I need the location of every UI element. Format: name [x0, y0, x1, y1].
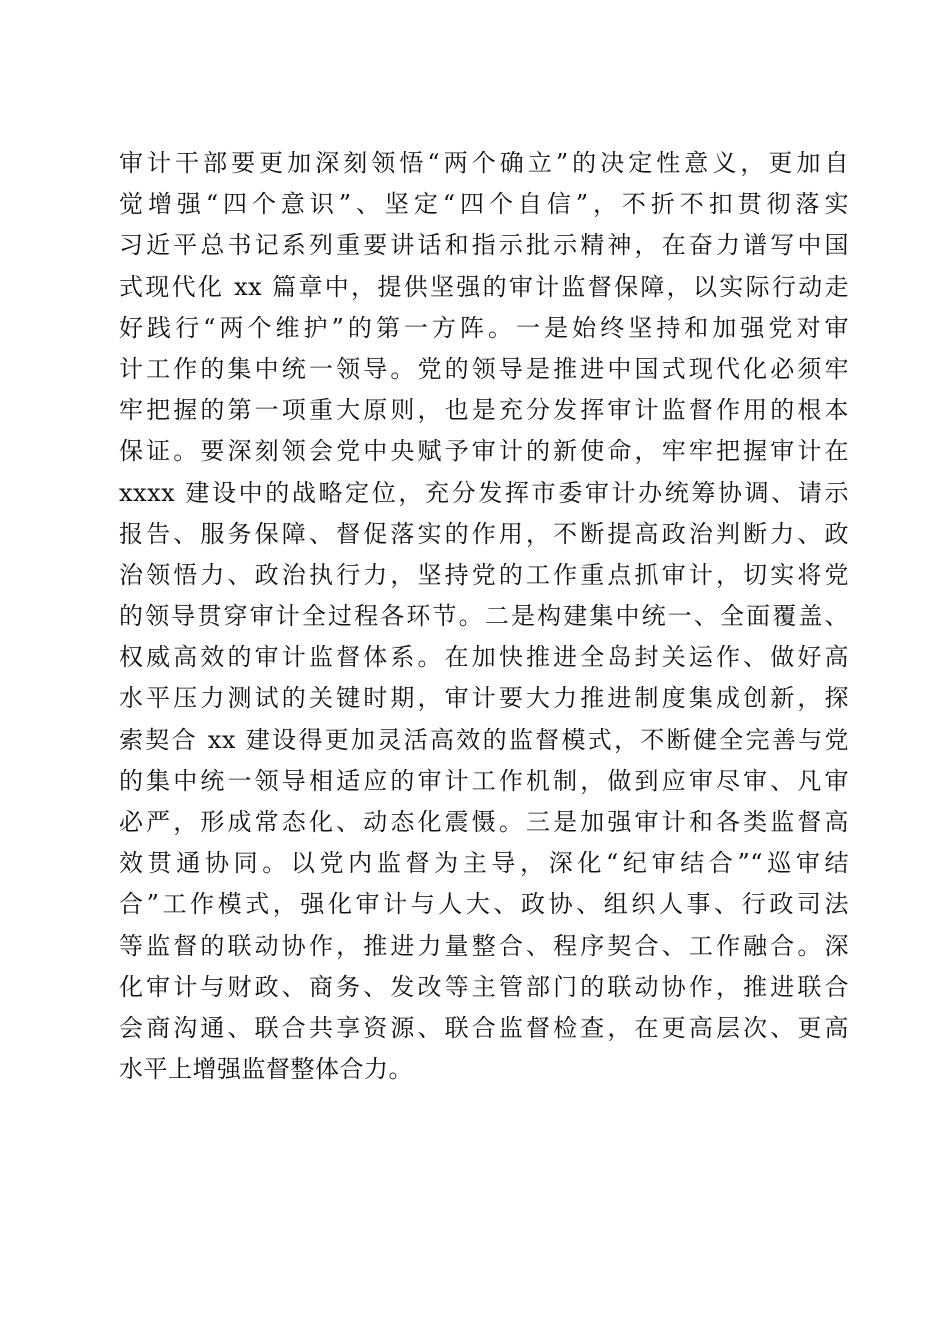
paragraph-line-5: 好践行“两个维护”的第一方阵。一是始终坚持和加强党对审: [119, 313, 849, 342]
paragraph-line-13: 权威高效的审计监督体系。在加快推进全岛封关运作、做好高: [119, 643, 849, 672]
paragraph-line-7: 牢把握的第一项重大原则，也是充分发挥审计监督作用的根本: [119, 396, 849, 425]
paragraph-line-8: 保证。要深刻领会党中央赋予审计的新使命，牢牢把握审计在: [119, 437, 849, 466]
paragraph-line-16: 的集中统一领导相适应的审计工作机制，做到应审尽审、凡审: [119, 766, 849, 795]
paragraph-line-15: 索契合 xx 建设得更加灵活高效的监督模式，不断健全完善与党: [119, 725, 849, 754]
paragraph-line-12: 的领导贯穿审计全过程各环节。二是构建集中统一、全面覆盖、: [119, 602, 849, 631]
paragraph-line-11: 治领悟力、政治执行力，坚持党的工作重点抓审计，切实将党: [119, 560, 849, 589]
paragraph-line-18: 效贯通协同。以党内监督为主导，深化“纪审结合”“巡审结: [119, 849, 849, 878]
paragraph-line-21: 化审计与财政、商务、发改等主管部门的联动协作，推进联合: [119, 972, 849, 1001]
paragraph-line-10: 报告、服务保障、督促落实的作用，不断提高政治判断力、政: [119, 519, 849, 548]
paragraph-line-1: 审计干部要更加深刻领悟“两个确立”的决定性意义，更加自: [119, 149, 849, 177]
paragraph-line-2: 觉增强“四个意识”、坚定“四个自信”，不折不扣贯彻落实: [119, 190, 849, 219]
paragraph-line-3: 习近平总书记系列重要讲话和指示批示精神，在奋力谱写中国: [119, 231, 849, 260]
paragraph-line-6: 计工作的集中统一领导。党的领导是推进中国式现代化必须牢: [119, 354, 849, 383]
paragraph-line-9: xxxx 建设中的战略定位，充分发挥市委审计办统筹协调、请示: [119, 478, 849, 507]
paragraph-line-20: 等监督的联动协作，推进力量整合、程序契合、工作融合。深: [119, 931, 849, 960]
body-paragraph: [119, 143, 849, 1090]
paragraph-line-17: 必严，形成常态化、动态化震慑。三是加强审计和各类监督高: [119, 808, 849, 836]
paragraph-line-22: 会商沟通、联合共享资源、联合监督检查，在更高层次、更高: [119, 1013, 849, 1042]
paragraph-line-14: 水平压力测试的关键时期，审计要大力推进制度集成创新，探: [119, 684, 849, 713]
paragraph-line-19: 合”工作模式，强化审计与人大、政协、组织人事、行政司法: [119, 890, 849, 919]
paragraph-line-23: 水平上增强监督整体合力。: [119, 1055, 413, 1084]
paragraph-line-4: 式现代化 xx 篇章中，提供坚强的审计监督保障，以实际行动走: [119, 272, 849, 301]
